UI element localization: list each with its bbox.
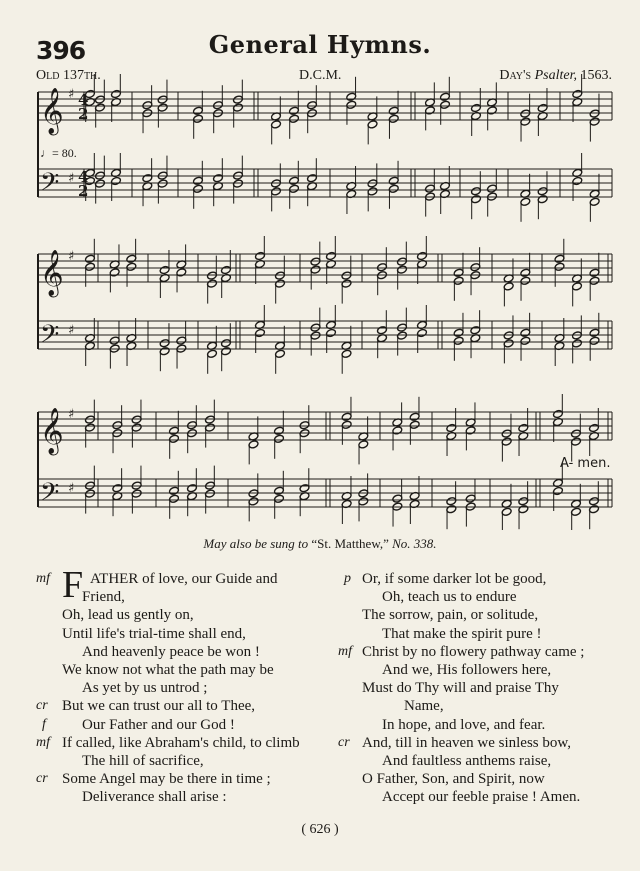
note-head (409, 412, 420, 421)
note-head (112, 484, 123, 493)
hymn-number: 396 (36, 36, 86, 65)
time-signature-bottom: 2 (78, 105, 89, 123)
note-head (289, 114, 300, 123)
note-head (85, 489, 96, 498)
note-head (397, 265, 408, 274)
note-head (289, 184, 300, 193)
bass-clef-icon: 𝄢 (40, 478, 60, 513)
note-head (205, 489, 216, 498)
alt-tune-name: “St. Matthew,” (311, 536, 389, 551)
note-head (417, 328, 428, 337)
verse-line: In hope, and love, and fear. (382, 716, 546, 733)
note-head (271, 187, 282, 196)
note-head (169, 434, 180, 443)
note-head (589, 117, 600, 126)
note-head (111, 176, 122, 185)
note-head (589, 336, 600, 345)
verse-line: Oh, lead us gently on, (62, 607, 194, 624)
note-head (213, 101, 224, 110)
note-head (341, 279, 352, 288)
verse-line: That make the spirit pure ! (382, 625, 542, 642)
note-head (571, 429, 582, 438)
note-head (503, 339, 514, 348)
note-head (274, 494, 285, 503)
note-head (221, 347, 232, 356)
note-head (465, 494, 476, 503)
verse-line: If called, like Abraham's child, to climb (62, 734, 300, 751)
note-head (95, 103, 106, 112)
note-head (157, 179, 168, 188)
verse-line: Oh, teach us to endure (382, 589, 517, 606)
note-head (425, 184, 436, 193)
note-head (554, 262, 565, 271)
note-head (109, 336, 120, 345)
verse-line: And faultless anthems raise, (382, 753, 552, 769)
section-title: General Hymns. (208, 30, 432, 59)
note-head (367, 120, 378, 129)
verse-line: As yet by us untrod ; (82, 680, 208, 697)
note-head (207, 349, 218, 358)
note-head (440, 100, 451, 109)
note-head (131, 423, 142, 432)
note-head (255, 251, 266, 260)
note-head (589, 505, 600, 514)
note-head (310, 257, 321, 266)
time-signature-bottom: 2 (78, 182, 89, 200)
note-head (85, 423, 96, 432)
dynamic-mark: cr (36, 698, 48, 714)
note-head (207, 279, 218, 288)
note-head (446, 423, 457, 432)
composer-name: Day's (499, 68, 532, 83)
note-head (310, 331, 321, 340)
note-head (572, 339, 583, 348)
bass-clef-icon: 𝄢 (40, 320, 60, 355)
treble-clef-icon: 𝄞 (40, 408, 64, 454)
note-head (307, 101, 318, 110)
verse-line: The sorrow, pain, or solitude, (362, 607, 539, 624)
verse-line: Accept our feeble praise ! Amen. (382, 789, 581, 806)
note-head (409, 420, 420, 429)
composer-work: Psalter, (534, 68, 577, 83)
sharp-icon: ♯ (68, 323, 75, 338)
verse-line: The hill of sacrifice, (82, 753, 204, 769)
note-head (470, 326, 481, 335)
note-head (248, 440, 259, 449)
tempo-mark: ♩= 80. (40, 146, 77, 160)
note-head (571, 507, 582, 516)
note-head (193, 176, 204, 185)
verse-line: ATHER of love, our Guide and (90, 571, 278, 587)
note-head (126, 254, 137, 263)
verse-line: Christ by no flowery pathway came ; (362, 643, 585, 660)
note-head (341, 349, 352, 358)
note-head (274, 486, 285, 495)
note-head (159, 347, 170, 356)
note-head (275, 349, 286, 358)
note-head (213, 174, 224, 183)
note-head (274, 426, 285, 435)
note-head (392, 426, 403, 435)
note-head (388, 106, 399, 115)
dynamic-mark: cr (338, 734, 350, 750)
note-head (487, 106, 498, 115)
note-head (388, 176, 399, 185)
note-head (571, 437, 582, 446)
dynamic-mark: mf (338, 643, 352, 659)
note-head (112, 421, 123, 430)
note-head (392, 494, 403, 503)
note-head (397, 257, 408, 266)
note-head (248, 497, 259, 506)
note-head (299, 484, 310, 493)
note-head (471, 103, 482, 112)
composer-year: 1563. (580, 68, 612, 83)
note-head (255, 328, 266, 337)
note-head (388, 114, 399, 123)
note-head (589, 268, 600, 277)
note-head (205, 423, 216, 432)
note-head (341, 412, 352, 421)
note-head (388, 184, 399, 193)
note-head (572, 176, 583, 185)
verse-line: And we, His followers here, (382, 662, 552, 678)
note-head (346, 92, 357, 101)
sharp-icon: ♯ (68, 481, 75, 496)
note-head (520, 197, 531, 206)
treble-clef-icon: 𝄞 (40, 250, 64, 296)
verse-line: Must do Thy will and praise Thy (362, 680, 559, 697)
verse-line: Name, (404, 698, 444, 715)
note-head (142, 101, 153, 110)
note-head (289, 106, 300, 115)
note-head (554, 254, 565, 263)
note-head (187, 484, 198, 493)
sharp-icon: ♯ (68, 249, 75, 264)
note-head (440, 92, 451, 101)
note-head (487, 184, 498, 193)
note-head (289, 176, 300, 185)
note-head (341, 420, 352, 429)
note-head (518, 505, 529, 514)
note-head (589, 109, 600, 118)
note-head (377, 326, 388, 335)
dynamic-mark: f (42, 716, 46, 732)
note-head (157, 95, 168, 104)
note-head (471, 195, 482, 204)
note-head (193, 114, 204, 123)
note-head (589, 423, 600, 432)
note-head (142, 174, 153, 183)
verse-line: Some Angel may be there in time ; (62, 771, 271, 788)
note-head (233, 95, 244, 104)
note-head (358, 497, 369, 506)
note-head (425, 106, 436, 115)
note-head (233, 179, 244, 188)
note-head (397, 331, 408, 340)
note-head (503, 282, 514, 291)
note-head (159, 265, 170, 274)
note-head (520, 109, 531, 118)
verse-line: Friend, (82, 589, 125, 606)
alt-prefix: May also be sung to (203, 536, 309, 551)
note-head (131, 489, 142, 498)
sharp-icon: ♯ (68, 87, 75, 102)
note-head (299, 421, 310, 430)
note-head (176, 268, 187, 277)
verse-line: Deliverance shall arise : (82, 789, 227, 806)
note-head (275, 271, 286, 280)
note-head (572, 282, 583, 291)
note-head (169, 486, 180, 495)
page-number: ( 626 ) (301, 822, 339, 837)
note-head (310, 265, 321, 274)
note-head (126, 262, 137, 271)
note-head (520, 276, 531, 285)
time-signature-top: 4 (78, 91, 89, 109)
verse-line: Or, if some darker lot be good, (362, 571, 547, 587)
note-head (157, 103, 168, 112)
verse-line: But we can trust our all to Thee, (62, 698, 256, 715)
note-head (326, 328, 337, 337)
note-head (520, 336, 531, 345)
dynamic-mark: p (344, 571, 351, 586)
note-head (326, 251, 337, 260)
note-head (518, 497, 529, 506)
note-head (589, 328, 600, 337)
verse-line: Until life's trial-time shall end, (62, 625, 246, 642)
note-head (553, 486, 564, 495)
sharp-icon: ♯ (68, 407, 75, 422)
note-head (572, 89, 583, 98)
note-head (520, 268, 531, 277)
note-head (446, 497, 457, 506)
dynamic-mark: cr (36, 771, 48, 787)
note-head (537, 103, 548, 112)
note-head (520, 328, 531, 337)
verse-line: Our Father and our God ! (82, 716, 235, 733)
note-head (109, 268, 120, 277)
note-head (453, 328, 464, 337)
note-head (346, 100, 357, 109)
sharp-icon: ♯ (68, 171, 75, 186)
tune-name: Old 137th. (36, 68, 101, 83)
note-head (95, 95, 106, 104)
note-head (95, 179, 106, 188)
note-head (518, 423, 529, 432)
note-head (233, 103, 244, 112)
note-head (501, 437, 512, 446)
note-head (453, 268, 464, 277)
time-signature-top: 4 (78, 168, 89, 186)
verse-line: We know not what the path may be (62, 662, 274, 678)
bass-clef-icon: 𝄢 (40, 168, 60, 203)
treble-clef-icon: 𝄞 (40, 88, 64, 134)
note-head (589, 197, 600, 206)
verse-line: O Father, Son, and Spirit, now (362, 771, 545, 788)
drop-cap: F (62, 564, 84, 606)
note-head (187, 421, 198, 430)
note-head (85, 415, 96, 424)
note-head (193, 184, 204, 193)
note-head (275, 279, 286, 288)
alternative-tune-note (0, 536, 640, 552)
note-head (417, 251, 428, 260)
note-head (446, 505, 457, 514)
note-head (85, 262, 96, 271)
note-head (471, 187, 482, 196)
note-head (205, 415, 216, 424)
note-head (193, 106, 204, 115)
dynamic-mark: mf (36, 571, 50, 586)
note-head (85, 254, 96, 263)
note-head (221, 265, 232, 274)
note-head (131, 415, 142, 424)
note-head (520, 117, 531, 126)
note-head (221, 339, 232, 348)
note-head (169, 494, 180, 503)
note-head (465, 426, 476, 435)
note-head (589, 276, 600, 285)
note-head (274, 434, 285, 443)
note-head (169, 426, 180, 435)
note-head (470, 263, 481, 272)
note-head (176, 336, 187, 345)
note-head (341, 271, 352, 280)
note-head (159, 339, 170, 348)
verse-line: And, till in heaven we sinless bow, (362, 734, 571, 751)
note-head (537, 195, 548, 204)
note-head (358, 440, 369, 449)
alt-number: No. 338. (392, 536, 437, 551)
note-head (271, 120, 282, 129)
note-head (207, 271, 218, 280)
note-head (111, 89, 122, 98)
meter: D.C.M. (299, 68, 342, 83)
note-head (453, 276, 464, 285)
note-head (501, 429, 512, 438)
note-head (377, 263, 388, 272)
note-head (589, 497, 600, 506)
note-head (537, 187, 548, 196)
note-head (367, 187, 378, 196)
note-head (501, 507, 512, 516)
amen-label: A- men. (560, 456, 611, 471)
dynamic-mark: mf (36, 734, 50, 750)
note-head (307, 174, 318, 183)
verse-line: And heavenly peace be won ! (82, 643, 260, 660)
note-head (453, 336, 464, 345)
note-head (553, 409, 564, 418)
